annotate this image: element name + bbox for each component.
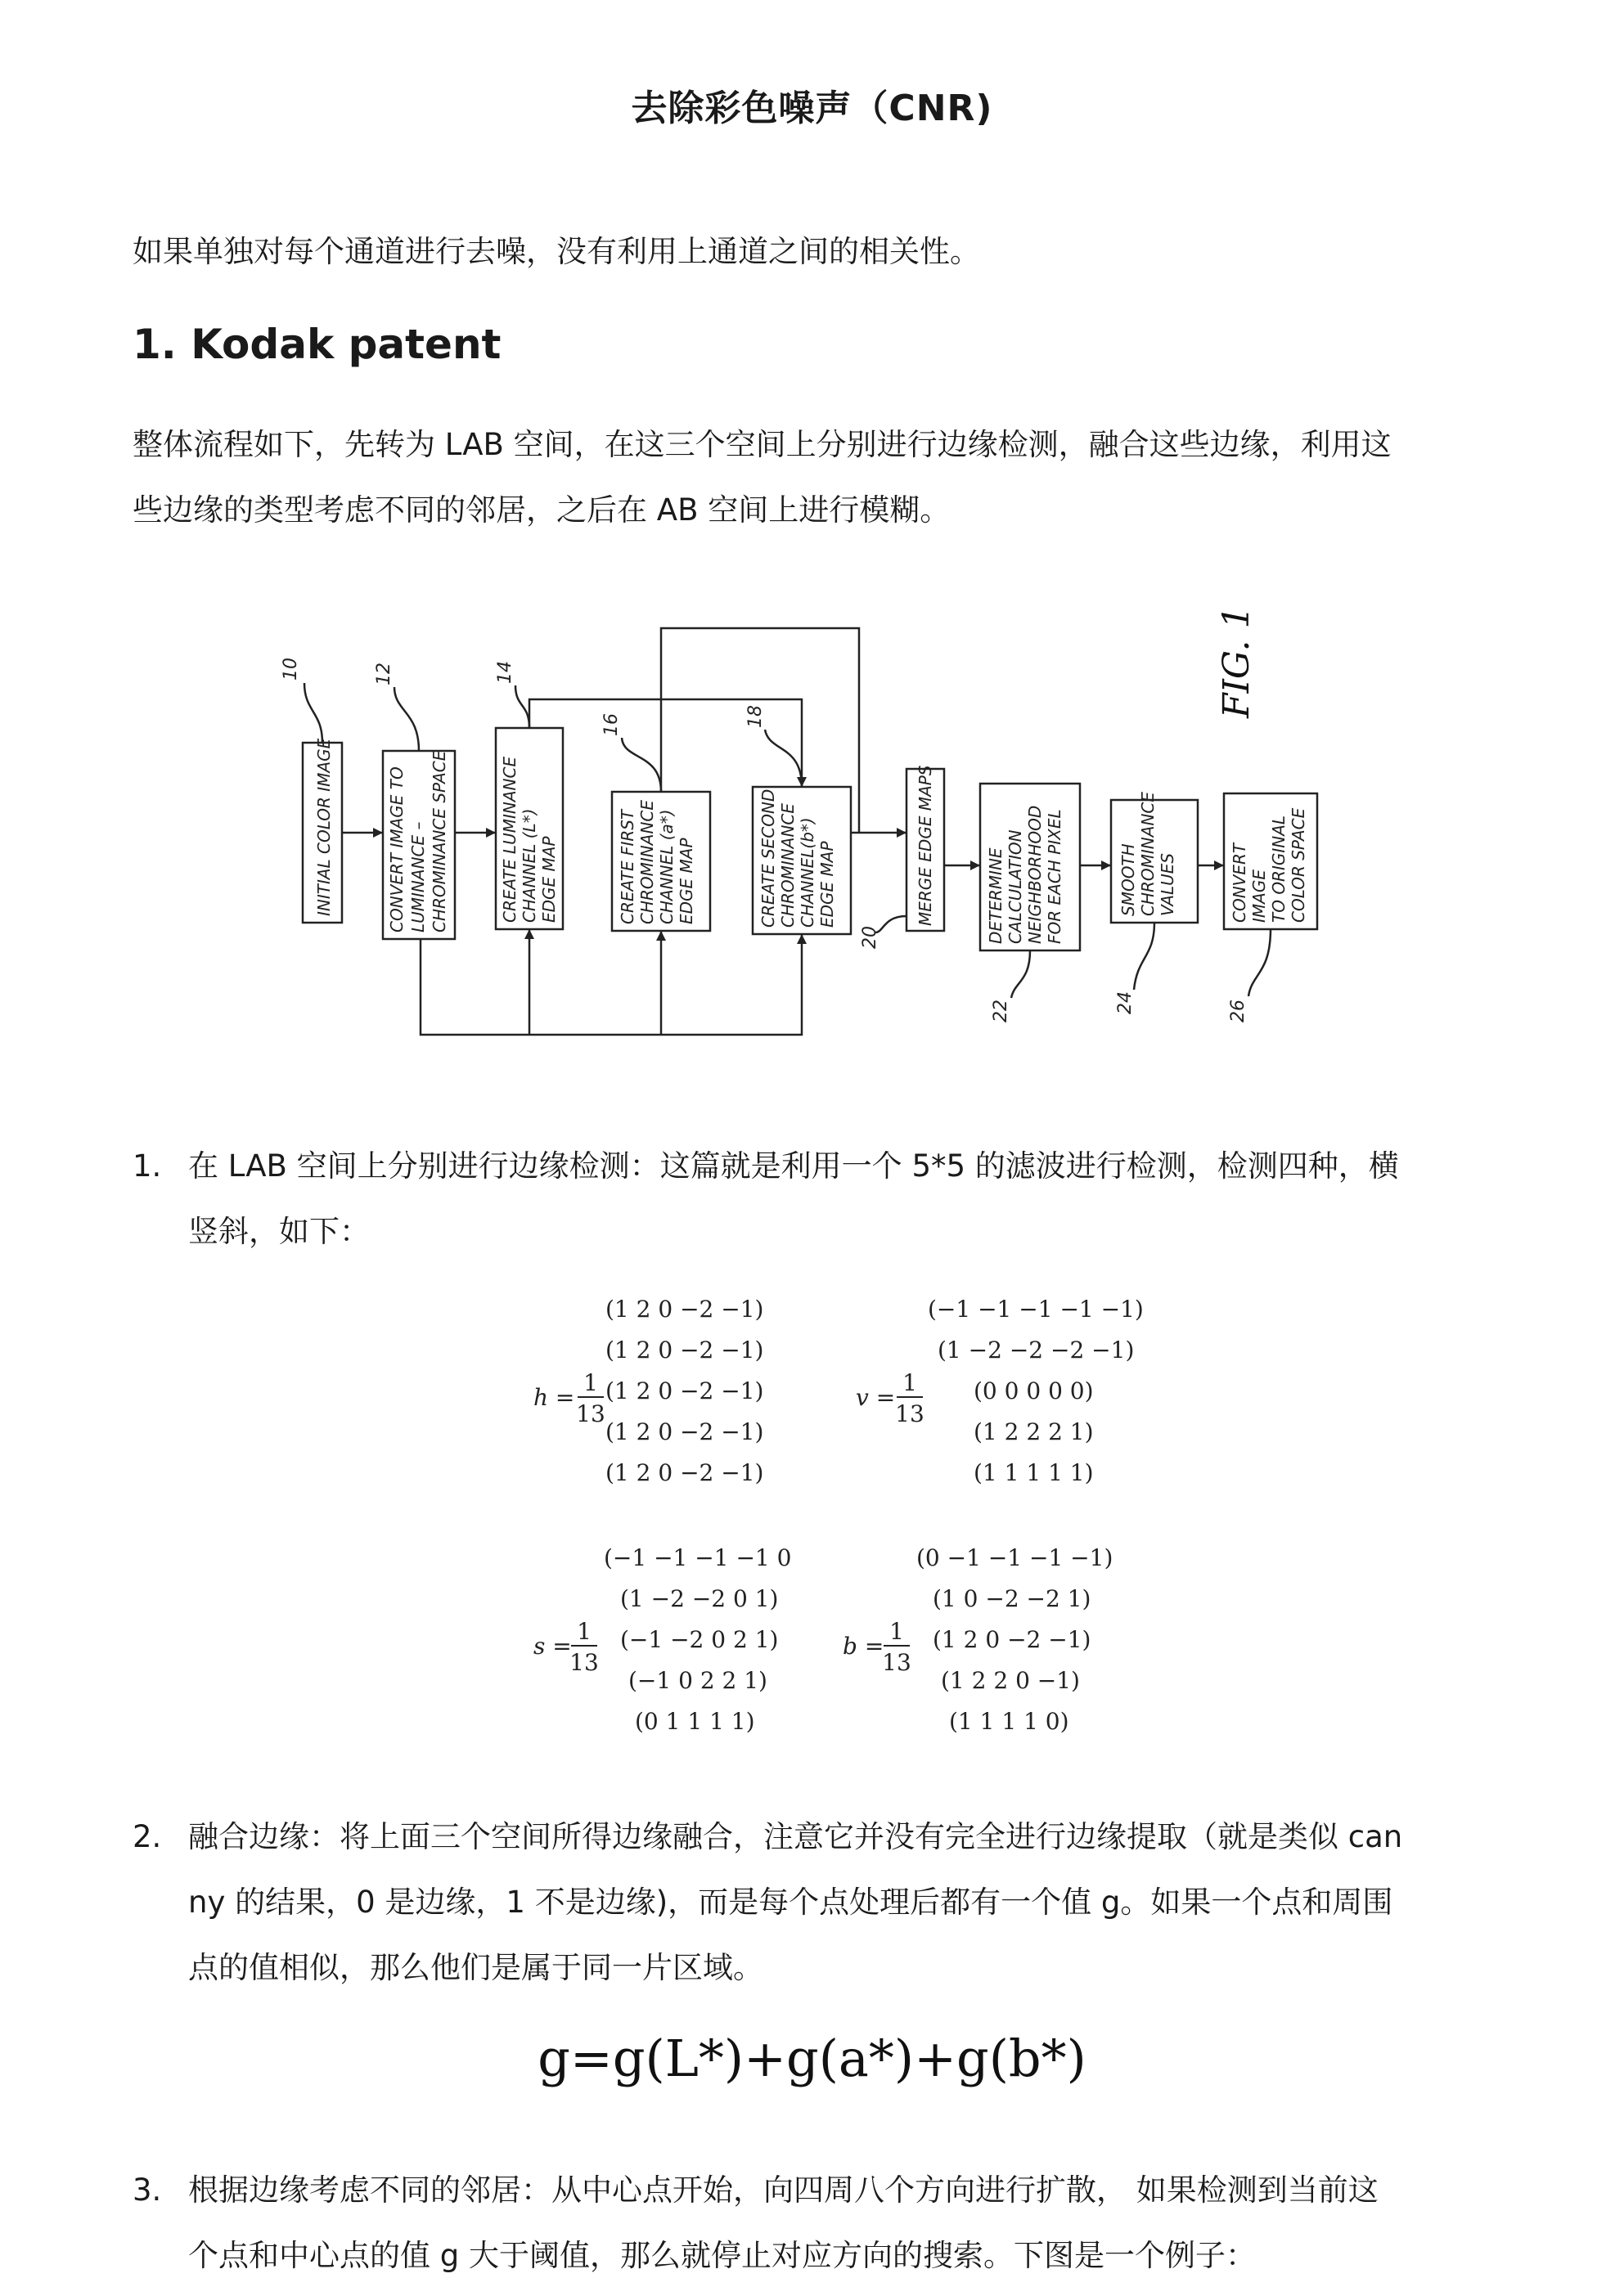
section-paragraph-line1: 整体流程如下，先转为 LAB 空间，在这三个空间上分别进行边缘检测，融合这些边缘，利用这 xyxy=(133,427,1392,462)
svg-text:MERGE EDGE MAPS: MERGE EDGE MAPS xyxy=(915,765,935,926)
matrix-s-row: (1 −2 −2 0 1) xyxy=(620,1585,779,1612)
matrix-b-row: (1 0 −2 −2 1) xyxy=(933,1585,1091,1612)
svg-text:26: 26 xyxy=(1228,1000,1248,1022)
svg-text:24: 24 xyxy=(1115,991,1136,1014)
matrix-v-label: v = xyxy=(856,1384,896,1411)
filter-matrices xyxy=(524,1284,1203,1759)
matrix-s-label: s = xyxy=(533,1633,572,1660)
fig-label: FIG. 1 xyxy=(1216,605,1257,718)
svg-text:CREATE SECOND: CREATE SECOND xyxy=(758,789,778,928)
svg-text:CHANNEL (L*): CHANNEL (L*) xyxy=(520,808,539,923)
matrix-v-row: (1 2 2 2 1) xyxy=(974,1418,1094,1445)
list-number-2: 2. xyxy=(133,1819,162,1854)
merge-formula: g=g(L*)+g(a*)+g(b*) xyxy=(538,2029,1086,2088)
matrix-s-row: (−1 −1 −1 −1 0 xyxy=(604,1544,792,1571)
matrix-s-row: (−1 0 2 2 1) xyxy=(628,1667,767,1694)
section-heading: 1. Kodak patent xyxy=(133,321,502,368)
list-item-3-line2: 个点和中心点的值 g 大于阈值，那么就停止对应方向的搜索。下图是一个例子： xyxy=(188,2238,1257,2273)
matrix-h-row: (1 2 0 −2 −1) xyxy=(605,1377,764,1404)
svg-text:13: 13 xyxy=(882,1649,911,1676)
svg-text:NEIGHBORHOOD: NEIGHBORHOOD xyxy=(1025,805,1045,944)
svg-text:CHROMINANCE SPACE: CHROMINANCE SPACE xyxy=(430,750,449,932)
svg-text:CHROMINANCE: CHROMINANCE xyxy=(637,799,657,924)
flowchart-figure xyxy=(245,605,1358,1063)
matrix-s-row: (0 1 1 1 1) xyxy=(635,1708,755,1735)
svg-text:TO ORIGINAL: TO ORIGINAL xyxy=(1269,815,1289,923)
svg-text:CONVERT IMAGE TO: CONVERT IMAGE TO xyxy=(387,766,407,932)
svg-text:13: 13 xyxy=(576,1400,605,1427)
matrix-b-row: (1 2 2 0 −1) xyxy=(941,1667,1080,1694)
svg-text:16: 16 xyxy=(601,713,622,736)
svg-text:14: 14 xyxy=(495,661,515,684)
svg-text:CREATE FIRST: CREATE FIRST xyxy=(618,809,637,924)
list-item-2-line1: 融合边缘：将上面三个空间所得边缘融合，注意它并没有完全进行边缘提取（就是类似 can xyxy=(188,1819,1403,1854)
list-item-1-line2: 竖斜，如下： xyxy=(188,1214,370,1249)
list-item-3-line1: 根据边缘考虑不同的邻居：从中心点开始，向四周八个方向进行扩散， 如果检测到当前这 xyxy=(188,2172,1379,2208)
matrix-s-row: (−1 −2 0 2 1) xyxy=(620,1626,779,1653)
svg-text:1: 1 xyxy=(577,1618,592,1645)
svg-text:CREATE LUMINANCE: CREATE LUMINANCE xyxy=(500,756,520,923)
matrix-h-row: (1 2 0 −2 −1) xyxy=(605,1296,764,1323)
svg-text:EDGE MAP: EDGE MAP xyxy=(539,836,559,923)
svg-text:DETERMINE: DETERMINE xyxy=(986,847,1005,944)
matrix-h-label: h = xyxy=(533,1384,575,1411)
svg-text:EDGE MAP: EDGE MAP xyxy=(677,838,696,924)
svg-text:SMOOTH: SMOOTH xyxy=(1118,843,1138,916)
matrix-h-row: (1 2 0 −2 −1) xyxy=(605,1337,764,1364)
section-paragraph-line2: 些边缘的类型考虑不同的邻居，之后在 AB 空间上进行模糊。 xyxy=(133,492,951,528)
matrix-h-row: (1 2 0 −2 −1) xyxy=(605,1418,764,1445)
svg-text:COLOR SPACE: COLOR SPACE xyxy=(1289,807,1308,923)
svg-text:CHANNEL(b*): CHANNEL(b*) xyxy=(798,817,817,928)
svg-text:CHROMINANCE: CHROMINANCE xyxy=(1138,791,1158,916)
list-item-2-line2: ny 的结果，0 是边缘，1 不是边缘)，而是每个点处理后都有一个值 g。如果一个点和周围 xyxy=(188,1885,1393,1920)
svg-text:13: 13 xyxy=(895,1400,924,1427)
list-number-3: 3. xyxy=(133,2172,162,2208)
svg-text:20: 20 xyxy=(860,926,880,949)
list-number-1: 1. xyxy=(133,1148,162,1184)
matrix-b-row: (1 1 1 1 0) xyxy=(949,1708,1069,1735)
svg-text:22: 22 xyxy=(991,1000,1011,1022)
svg-text:VALUES: VALUES xyxy=(1158,852,1177,916)
svg-text:12: 12 xyxy=(374,663,394,685)
svg-text:CALCULATION: CALCULATION xyxy=(1005,829,1025,944)
matrix-v-row: (1 −2 −2 −2 −1) xyxy=(938,1337,1135,1364)
svg-text:IMAGE: IMAGE xyxy=(1249,869,1269,923)
svg-text:1: 1 xyxy=(902,1369,917,1396)
list-item-2-line3: 点的值相似，那么他们是属于同一片区域。 xyxy=(188,1950,763,1985)
svg-text:CHROMINANCE: CHROMINANCE xyxy=(778,802,798,928)
matrix-v-row: (−1 −1 −1 −1 −1) xyxy=(928,1296,1144,1323)
matrix-b-label: b = xyxy=(843,1633,884,1660)
svg-text:1: 1 xyxy=(583,1369,598,1396)
intro-paragraph: 如果单独对每个通道进行去噪，没有利用上通道之间的相关性。 xyxy=(133,234,980,269)
list-item-1-line1: 在 LAB 空间上分别进行边缘检测：这篇就是利用一个 5*5 的滤波进行检测，检测四种，横 xyxy=(188,1148,1399,1184)
svg-text:1: 1 xyxy=(889,1618,904,1645)
flow-label-initial xyxy=(314,738,334,916)
matrix-b-row: (0 −1 −1 −1 −1) xyxy=(916,1544,1113,1571)
matrix-v-row: (1 1 1 1 1) xyxy=(974,1459,1094,1486)
svg-text:CHANNEL (a*): CHANNEL (a*) xyxy=(657,809,677,924)
page-title: 去除彩色噪声（CNR) xyxy=(631,88,993,129)
svg-text:13: 13 xyxy=(569,1649,599,1676)
matrix-v-row: (0 0 0 0 0) xyxy=(974,1377,1094,1404)
svg-text:LUMINANCE –: LUMINANCE – xyxy=(408,821,428,932)
svg-text:FOR EACH PIXEL: FOR EACH PIXEL xyxy=(1045,809,1064,944)
matrix-b-row: (1 2 0 −2 −1) xyxy=(933,1626,1091,1653)
matrix-h-row: (1 2 0 −2 −1) xyxy=(605,1459,764,1486)
svg-text:CONVERT: CONVERT xyxy=(1230,842,1249,923)
svg-text:INITIAL COLOR IMAGE: INITIAL COLOR IMAGE xyxy=(314,738,334,916)
svg-text:EDGE MAP: EDGE MAP xyxy=(817,841,837,928)
svg-text:10: 10 xyxy=(281,658,301,681)
svg-text:18: 18 xyxy=(745,705,766,728)
